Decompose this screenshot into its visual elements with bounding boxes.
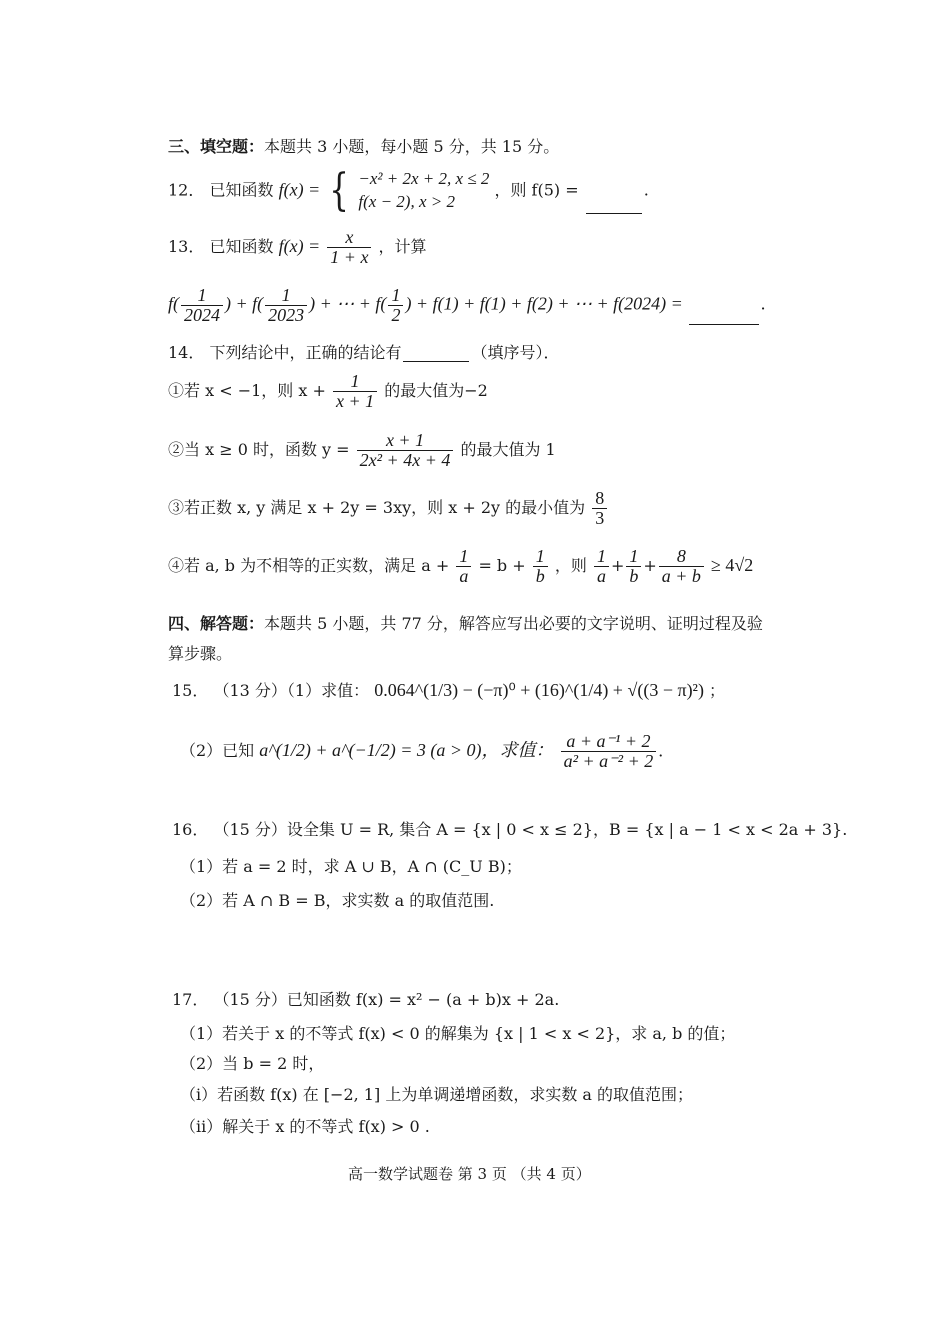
q16-part-2: （2）若 A ∩ B = B，求实数 a 的取值范围. (180, 891, 495, 910)
q14-option-3 (168, 489, 609, 528)
q14-tail: （填序号）． (471, 343, 560, 362)
q14-opt1-text: ①若 x < −1，则 x + (168, 380, 326, 400)
q13-fraction: $\frac{x}{1 + x}$ (327, 228, 371, 267)
q14-number: 14． (168, 343, 205, 362)
section3-heading-line (168, 137, 559, 156)
q13-expr-start: f( (168, 293, 179, 314)
q14-opt2-frac: $\frac{x + 1}{\text{2x² + 4x + 4}}$ (357, 431, 454, 470)
q14-text: 下列结论中，正确的结论有 (209, 343, 402, 362)
q12-answer-blank[interactable] (586, 213, 642, 214)
q16-text: （15 分）设全集 U = R, 集合 A = {x | 0 < x ≤ 2}，B = {x | a − 1 < x < 2a + 3}. (213, 820, 848, 839)
q13-frac-2: $\frac{1}{2023}$ (265, 286, 307, 325)
q13-expr-end: ) + f(1) + f(1) + f(2) + ⋯ + f(2024) = (405, 293, 683, 314)
q17-text: （15 分）已知函数 f(x) = x² − (a + b)x + 2a. (213, 990, 560, 1009)
q15-end2: ． (658, 740, 675, 760)
q13-frac-1: $\frac{1}{2024}$ (181, 286, 223, 325)
q15-part2-label: （2）已知 (180, 740, 255, 760)
section4-heading: 四、解答题： (168, 614, 265, 633)
q14-answer-blank[interactable] (403, 361, 469, 362)
q14-opt4-frac4: $\frac{1}{b}$ (626, 547, 641, 586)
q14-option-4: ④若 a, b 为不相等的正实数，满足 a + $\frac{1}{a}$ = b + $\frac{1}{b}$ ，则 $\frac{1}{a}$ + $\frac{1}{b}$ + $\frac{8}{a + b}$ ≥ 4√2 (168, 546, 754, 586)
q12-tail: ，则 f(5) = (494, 180, 579, 200)
q13-number: 13． (168, 236, 205, 256)
q12-cases (358, 168, 489, 214)
q13-answer-blank[interactable] (689, 324, 759, 325)
q17-part-2-ii: （ii）解关于 x 的不等式 f(x) > 0 . (180, 1117, 430, 1136)
q15-score: （13 分）（1）求值： (213, 681, 370, 700)
section4-heading-line (168, 614, 763, 633)
q12-case1: −x² + 2x + 2, x ≤ 2 (358, 169, 490, 188)
question-15 (172, 680, 725, 702)
page-footer: 高一数学试题卷 第 3 页 （共 4 页） (348, 1165, 591, 1183)
q17-part-2-i: （i）若函数 f(x) 在 [−2, 1] 上为单调递增函数，求实数 a 的取值范围； (180, 1085, 694, 1104)
q14-opt1-frac: $\frac{1}{x + 1}$ (333, 372, 377, 411)
q14-opt4-frac2: $\frac{1}{b}$ (533, 547, 548, 586)
q13-text: 已知函数 (209, 236, 274, 256)
section4-desc: 本题共 5 小题，共 77 分，解答应写出必要的文字说明、证明过程及验 (264, 614, 763, 633)
question-16 (172, 820, 847, 839)
q13-frac-3: $\frac{1}{2}$ (388, 286, 403, 325)
q12-number: 12． (168, 180, 205, 200)
q16-number: 16． (172, 820, 209, 839)
q14-opt2-text: ②当 x ≥ 0 时，函数 y = (168, 439, 350, 459)
question-12: 12． 已知函数 f(x) = { −x² + 2x + 2, x ≤ 2 f(x − 2), x > 2 ，则 f(5) = . (168, 164, 649, 216)
q14-opt4-frac1: $\frac{1}{a}$ (456, 547, 471, 586)
q15-end1: ； (709, 681, 726, 700)
q14-opt4-text: ④若 a, b 为不相等的正实数，满足 a + (168, 555, 450, 575)
q14-opt4-frac3: $\frac{1}{a}$ (594, 547, 609, 586)
q14-opt2-tail: 的最大值为 1 (460, 439, 556, 459)
q15-part-2 (180, 732, 674, 771)
question-13 (168, 228, 427, 267)
q14-opt4-then: ，则 (554, 555, 587, 575)
q12-brace: { (329, 164, 350, 216)
q14-opt4-frac5: $\frac{8}{a + b}$ (659, 547, 704, 586)
q12-lhs: f(x) = (278, 179, 321, 200)
q15-condition: a^(1/2) + a^(−1/2) = 3 (a > 0)，求值： (259, 739, 554, 760)
q14-opt4-mid: = b + (478, 555, 526, 575)
q15-number: 15． (172, 681, 209, 700)
q13-expression: f( $\frac{1}{2024}$ ) + f( $\frac{1}{2023}$ ) + ⋯ + f( $\frac{1}{2}$ ) + f(1) + f(1) + f(2) + ⋯ + f(2024) = . (168, 285, 766, 325)
q15-expression: 0.064^(1/3) − (−π)⁰ + (16)^(1/4) + √((3 − π)²) (374, 680, 704, 700)
q12-text: 已知函数 (209, 180, 274, 200)
q14-opt3-text: ③若正数 x, y 满足 x + 2y = 3xy，则 x + 2y 的最小值为 (168, 497, 586, 517)
q13-tail: ，计算 (378, 236, 427, 256)
q14-opt3-frac: $\frac{8}{3}$ (592, 489, 607, 528)
q13-expr-mid2: ) + ⋯ + f( (309, 293, 387, 314)
q14-opt1-tail: 的最大值为−2 (384, 380, 488, 400)
q16-part-1: （1）若 a = 2 时，求 A ∪ B，A ∩ (C_U B)； (180, 857, 522, 876)
section3-desc: 本题共 3 小题，每小题 5 分，共 15 分。 (264, 137, 560, 156)
question-17 (172, 990, 559, 1009)
section4-desc-2: 算步骤。 (168, 644, 233, 663)
q13-expr-mid1: ) + f( (225, 293, 264, 314)
q12-case2: f(x − 2), x > 2 (358, 191, 455, 211)
q14-opt4-result: ≥ 4√2 (711, 554, 754, 575)
q13-lhs: f(x) = (278, 235, 321, 256)
question-14 (168, 343, 560, 362)
q15-fraction: $\frac{\text{a + a⁻¹ + 2}}{\text{a² + a⁻² + 2}}$ (561, 732, 657, 771)
q17-number: 17． (172, 990, 209, 1009)
section3-heading: 三、填空题： (168, 137, 265, 156)
q17-part-2: （2）当 b = 2 时， (180, 1054, 325, 1073)
q17-part-1: （1）若关于 x 的不等式 f(x) < 0 的解集为 {x | 1 < x < 2}，求 a, b 的值； (180, 1024, 736, 1043)
q14-option-1 (168, 372, 488, 411)
q14-option-2 (168, 431, 556, 470)
